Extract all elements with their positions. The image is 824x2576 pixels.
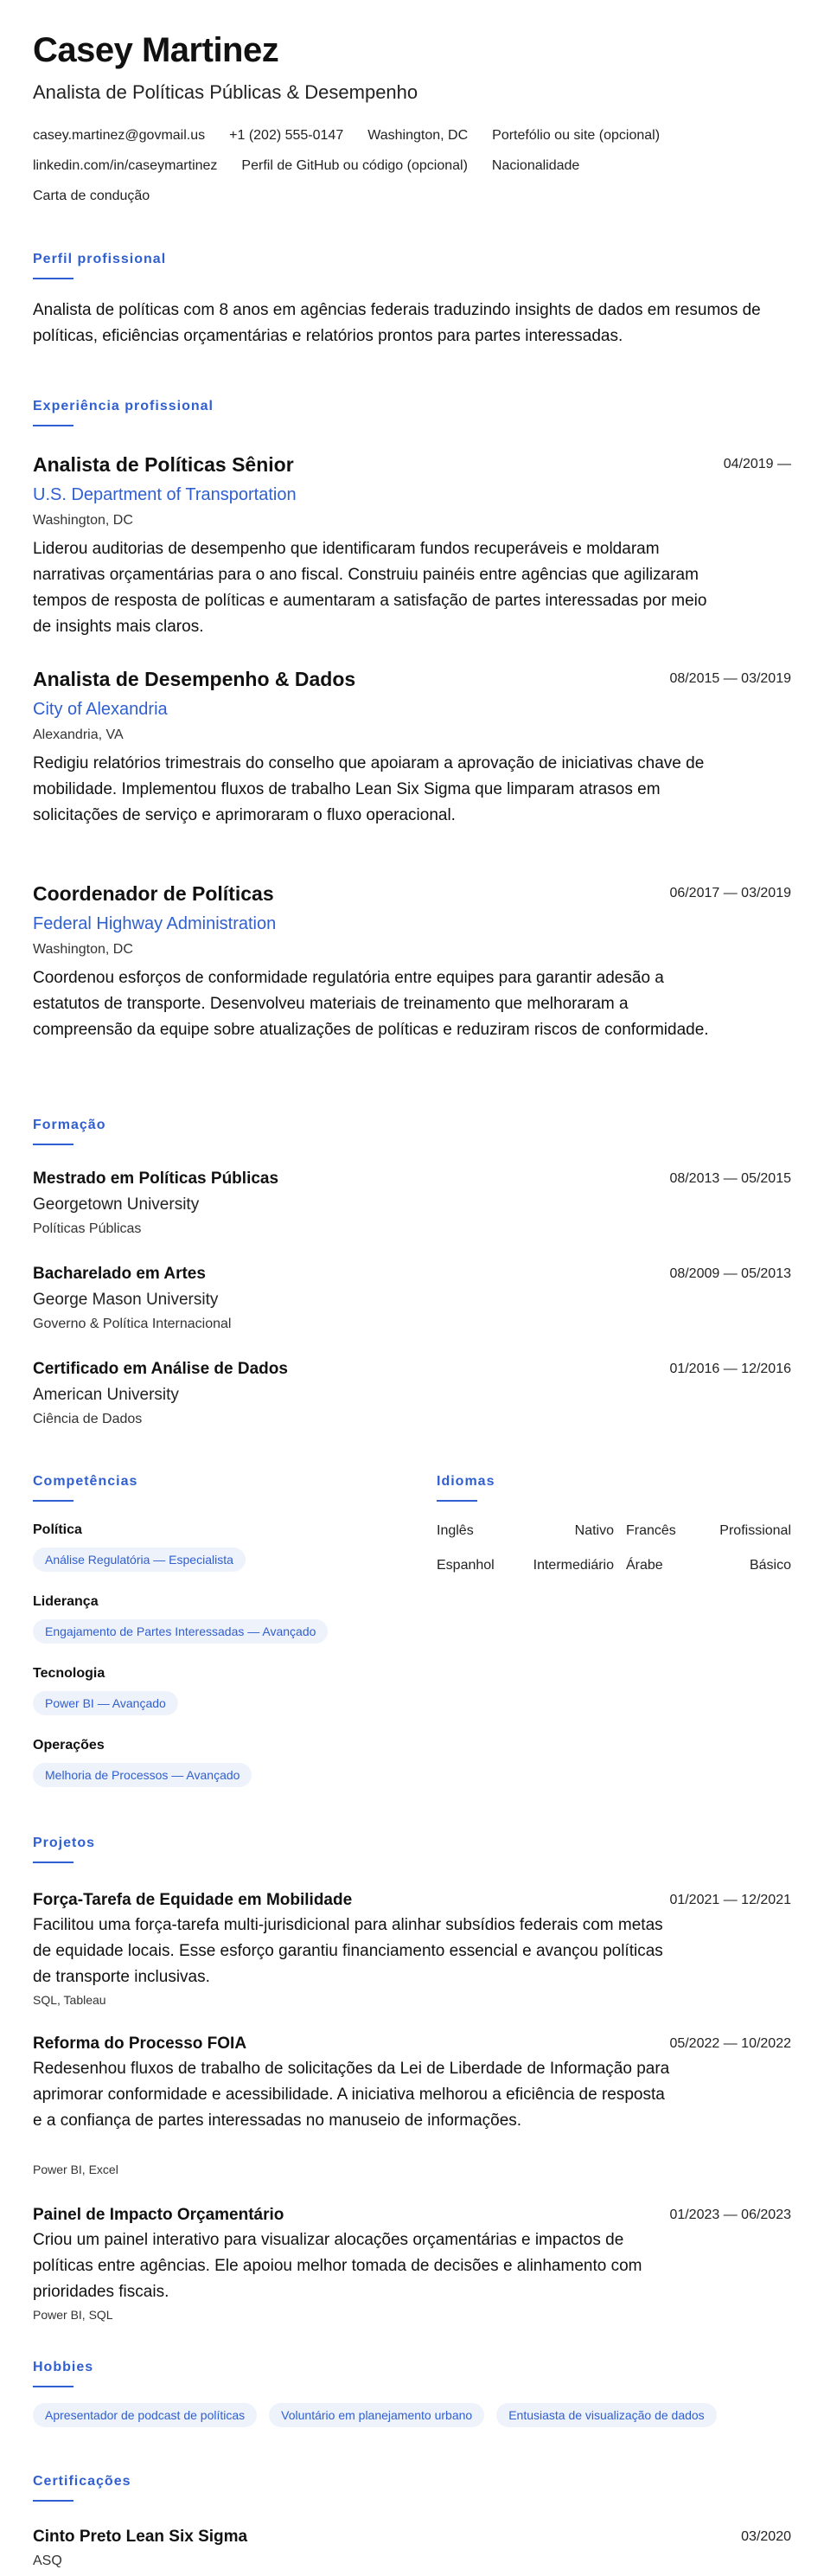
profile-summary: Analista de políticas com 8 anos em agências federais traduzindo insights de dados em resumos de políticas, eficiências orçamentárias e relatórios prontos para partes interessadas. xyxy=(33,301,761,345)
hobby-pill: Apresentador de podcast de políticas xyxy=(33,2403,257,2427)
job-title: Analista de Políticas Sênior xyxy=(33,453,294,476)
job-location: Washington, DC xyxy=(33,942,133,957)
education-degree: Mestrado em Políticas Públicas xyxy=(33,1169,279,1188)
candidate-name: Casey Martinez xyxy=(33,31,279,69)
education-date: 01/2016 — 12/2016 xyxy=(669,1362,791,1376)
section-underline xyxy=(33,425,73,426)
language-level: Básico xyxy=(749,1558,791,1573)
contact-row-1 xyxy=(33,128,660,144)
job-date: 06/2017 — 03/2019 xyxy=(669,886,791,900)
job-location: Alexandria, VA xyxy=(33,727,124,742)
section-underline xyxy=(33,278,73,279)
section-title-certifications: Certificações xyxy=(33,2474,131,2489)
project-title: Painel de Impacto Orçamentário xyxy=(33,2206,284,2224)
skill-pill: Melhoria de Processos — Avançado xyxy=(33,1763,252,1787)
project-description: Criou um painel interativo para visualizar alocações orçamentárias e impactos de políticas entre agências. Ele apoiou melhor tomada de decisões e alinhamento com prioridades fiscais. xyxy=(33,2231,642,2301)
competency-category: Operações xyxy=(33,1738,105,1753)
project-date: 01/2023 — 06/2023 xyxy=(669,2208,791,2222)
certification-issuer: ASQ xyxy=(33,2554,62,2568)
project-tech: Power BI, Excel xyxy=(33,2163,118,2176)
section-title-education: Formação xyxy=(33,1118,106,1132)
section-underline xyxy=(437,1500,477,1502)
education-field: Ciência de Dados xyxy=(33,1412,143,1426)
job-date: 04/2019 — xyxy=(723,457,791,471)
section-title-experience: Experiência profissional xyxy=(33,399,214,413)
skill-pill: Análise Regulatória — Especialista xyxy=(33,1548,246,1572)
language-name: Árabe xyxy=(626,1558,663,1573)
language-level: Nativo xyxy=(574,1523,614,1538)
contact-row-3 xyxy=(33,189,150,204)
job-date: 08/2015 — 03/2019 xyxy=(669,671,791,686)
skill-pill: Power BI — Avançado xyxy=(33,1691,178,1715)
project-tech: Power BI, SQL xyxy=(33,2308,113,2322)
certification-date: 03/2020 xyxy=(741,2529,791,2544)
certification-name: Cinto Preto Lean Six Sigma xyxy=(33,2528,248,2546)
section-title-hobbies: Hobbies xyxy=(33,2360,94,2374)
education-date: 08/2013 — 05/2015 xyxy=(669,1171,791,1186)
contact-location: Washington, DC xyxy=(367,128,469,143)
project-tech: SQL, Tableau xyxy=(33,1993,106,2007)
project-date: 01/2021 — 12/2021 xyxy=(669,1893,791,1907)
contact-linkedin[interactable]: linkedin.com/in/caseymartinez xyxy=(33,158,218,173)
section-underline xyxy=(33,1500,73,1502)
job-title: Analista de Desempenho & Dados xyxy=(33,668,356,690)
project-title: Reforma do Processo FOIA xyxy=(33,2035,247,2053)
project-date: 05/2022 — 10/2022 xyxy=(669,2036,791,2051)
contact-row-2 xyxy=(33,158,579,174)
language-name: Francês xyxy=(626,1523,676,1538)
education-school: American University xyxy=(33,1386,179,1404)
education-field: Governo & Política Internacional xyxy=(33,1317,232,1331)
contact-phone[interactable]: +1 (202) 555-0147 xyxy=(229,128,344,143)
job-location: Washington, DC xyxy=(33,513,133,528)
language-level: Intermediário xyxy=(533,1558,614,1573)
contact-github[interactable]: Perfil de GitHub ou código (opcional) xyxy=(241,158,468,173)
education-field: Políticas Públicas xyxy=(33,1221,142,1236)
hobby-pill: Entusiasta de visualização de dados xyxy=(496,2403,716,2427)
education-date: 08/2009 — 05/2013 xyxy=(669,1266,791,1281)
competency-category: Liderança xyxy=(33,1594,99,1609)
section-underline xyxy=(33,2386,73,2387)
job-title: Coordenador de Políticas xyxy=(33,882,274,905)
education-school: Georgetown University xyxy=(33,1195,200,1214)
project-title: Força-Tarefa de Equidade em Mobilidade xyxy=(33,1891,353,1909)
job-description: Coordenou esforços de conformidade regulatória entre equipes para garantir adesão a estatutos de transporte. Desenvolveu materiais de treinamento que melhoraram a compreensão da equipe sobre atualizações de políticas e reduziram riscos de conformidade. xyxy=(33,969,709,1039)
section-title-languages: Idiomas xyxy=(437,1474,495,1489)
job-company: Federal Highway Administration xyxy=(33,914,277,933)
contact-nationality: Nacionalidade xyxy=(491,158,580,173)
education-school: George Mason University xyxy=(33,1291,219,1309)
section-underline xyxy=(33,2500,73,2502)
section-title-projects: Projetos xyxy=(33,1836,96,1850)
job-description: Redigiu relatórios trimestrais do conselho que apoiaram a aprovação de iniciativas chave de mobilidade. Implementou fluxos de trabalho Lean Six Sigma que limparam atrasos em solicitações de serviço e aprimoraram o fluxo operacional. xyxy=(33,754,705,824)
hobby-pill: Voluntário em planejamento urbano xyxy=(269,2403,484,2427)
skill-pill: Engajamento de Partes Interessadas — Avançado xyxy=(33,1619,328,1644)
contact-drivers-license: Carta de condução xyxy=(33,189,150,203)
competency-category: Tecnologia xyxy=(33,1666,105,1681)
section-title-profile: Perfil profissional xyxy=(33,252,167,266)
education-degree: Certificado em Análise de Dados xyxy=(33,1360,288,1378)
competency-category: Política xyxy=(33,1522,82,1537)
education-degree: Bacharelado em Artes xyxy=(33,1265,206,1283)
job-company: City of Alexandria xyxy=(33,700,168,719)
section-underline xyxy=(33,1862,73,1863)
project-description: Facilitou uma força-tarefa multi-jurisdicional para alinhar subsídios federais com metas de equidade locais. Esse esforço garantiu financiamento essencial e avançou políticas de transporte inclusivas. xyxy=(33,1916,663,1986)
hobbies-list xyxy=(33,2403,717,2427)
contact-email[interactable]: casey.martinez@govmail.us xyxy=(33,128,206,143)
language-name: Espanhol xyxy=(437,1558,495,1573)
contact-portfolio[interactable]: Portefólio ou site (opcional) xyxy=(492,128,661,143)
section-underline xyxy=(33,1144,73,1145)
candidate-title: Analista de Políticas Públicas & Desempenho xyxy=(33,81,418,103)
project-description: Redesenhou fluxos de trabalho de solicitações da Lei de Liberdade de Informação para aprimorar conformidade e acessibilidade. A iniciativa melhorou a eficiência de resposta e a confiança de partes interessadas no manuseio de informações. xyxy=(33,2060,670,2130)
section-title-competencies: Competências xyxy=(33,1474,138,1489)
language-level: Profissional xyxy=(719,1523,791,1538)
job-company: U.S. Department of Transportation xyxy=(33,485,297,504)
language-name: Inglês xyxy=(437,1523,474,1538)
job-description: Liderou auditorias de desempenho que identificaram fundos recuperáveis e moldaram narrativas orçamentárias para o ano fiscal. Construiu painéis entre agências que agilizaram tempos de resposta de políticas e aumentaram a satisfação de partes interessadas por meio de insights mais claros. xyxy=(33,540,707,636)
